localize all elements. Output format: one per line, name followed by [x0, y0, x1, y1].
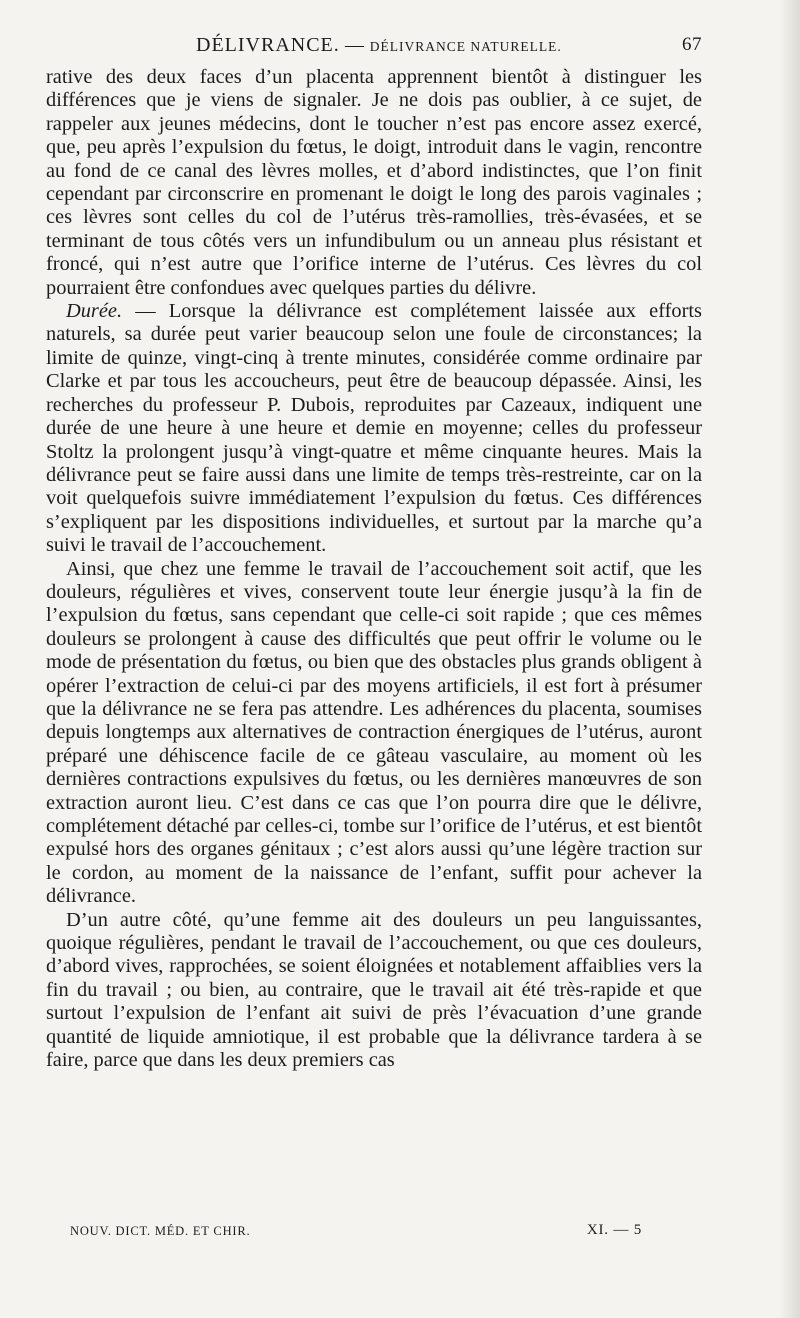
- page-number: 67: [682, 34, 702, 55]
- footer-signature: XI. — 5: [586, 1222, 642, 1238]
- page-edge-shadow: [780, 0, 800, 1318]
- paragraph: [46, 558, 702, 909]
- paragraph-text: D’un autre côté, qu’une femme ait des douleurs un peu languissantes, quoique régulières, pendant le travail de l’accouchement, ou que ces douleurs, d’abord vives, rapprochées, se soient éloignées et notablement affaiblies vers la fin du travail ; ou bien, au contraire, que le travail ait été très-rapide et que surtout l’expulsion de l’enfant ait suivi de près l’évacuation d’une grande quantité de liquide amniotique, il est probable que la délivrance tardera à se faire, parce que dans les deux premiers cas: [46, 908, 702, 1072]
- paragraph-text: — Lorsque la délivrance est complétement laissée aux efforts naturels, sa durée peut varier beaucoup selon une foule de circonstances; la limite de quinze, vingt-cinq à trente minutes, considérée comme ordinaire par Clarke et par tous les accoucheurs, peut être de beaucoup dépassée. Ainsi, les recherches du professeur P. Dubois, reproduites par Cazeaux, indiquent une durée de une heure à une heure et demie en moyenne; celles du professeur Stoltz la prolongent jusqu’à vingt-quatre et même cinquante heures. Mais la délivrance peut se faire aussi dans une limite de temps très-restreinte, car on la voit quelquefois suivre immédiatement l’expulsion du fœtus. Ces différences s’expliquent par les dispositions individuelles, et surtout par la marche qu’a suivi le travail de l’accouchement.: [46, 300, 702, 557]
- paragraph-text: Ainsi, que chez une femme le travail de l’accouchement soit actif, que les douleurs, régulières et vives, conservent toute leur énergie jusqu’à la fin de l’expulsion du fœtus, sans cependant que celle-ci soit rapide ; que ces mêmes douleurs se prolongent à cause des difficultés que peut offrir le volume ou le mode de présentation du fœtus, ou bien que des obstacles plus grands obligent à opérer l’extraction de celui-ci par des moyens artificiels, il est fort à présumer que la délivrance ne se fera pas attendre. Les adhérences du placenta, soumises depuis longtemps aux alternatives de contraction énergiques de l’utérus, auront préparé une déhiscence facile de ce gâteau vasculaire, au moment où les dernières contractions expulsives du fœtus, ou les dernières manœuvres de son extraction auront lieu. C’est dans ce cas que l’on pourra dire que le délivre, complétement détaché par celles-ci, tombe sur l’orifice de l’utérus, et est bientôt expulsé hors des organes génitaux ; c’est alors aussi qu’une légère traction sur le cordon, au moment de la naissance de l’enfant, suffit pour achever la délivrance.: [46, 557, 702, 908]
- footer-collection: NOUV. DICT. MÉD. ET CHIR.: [70, 1224, 251, 1238]
- paragraph: [46, 66, 702, 300]
- running-head: [46, 30, 702, 60]
- running-head-main: DÉLIVRANCE.: [196, 34, 340, 56]
- running-head-title: [196, 34, 562, 57]
- section-lead: Durée.: [66, 300, 123, 323]
- running-head-sub: DÉLIVRANCE NATURELLE.: [369, 39, 562, 54]
- paragraph: [46, 909, 702, 1073]
- body-text: [46, 66, 702, 1072]
- paragraph-text: rative des deux faces d’un placenta apprennent bientôt à distinguer les différences que je viens de signaler. Je ne dois pas oublier, à ce sujet, de rappeler aux jeunes médecins, dont le toucher n’est pas encore assez exercé, que, peu après l’expulsion du fœtus, le doigt, introduit dans le vagin, rencontre au fond de ce canal des lèvres molles, et d’abord indistinctes, que l’on finit cependant par circonscrire en promenant le doigt le long des parois vaginales ; ces lèvres sont celles du col de l’utérus très-ramollies, très-évasées, et se terminant de tous côtés vers un infundibulum ou un anneau plus résistant et froncé, qui n’est autre que l’orifice interne de l’utérus. Ces lèvres du col pourraient être confondues avec quelques parties du délivre.: [46, 66, 702, 299]
- running-head-dash: —: [345, 35, 365, 56]
- paragraph: [46, 300, 702, 557]
